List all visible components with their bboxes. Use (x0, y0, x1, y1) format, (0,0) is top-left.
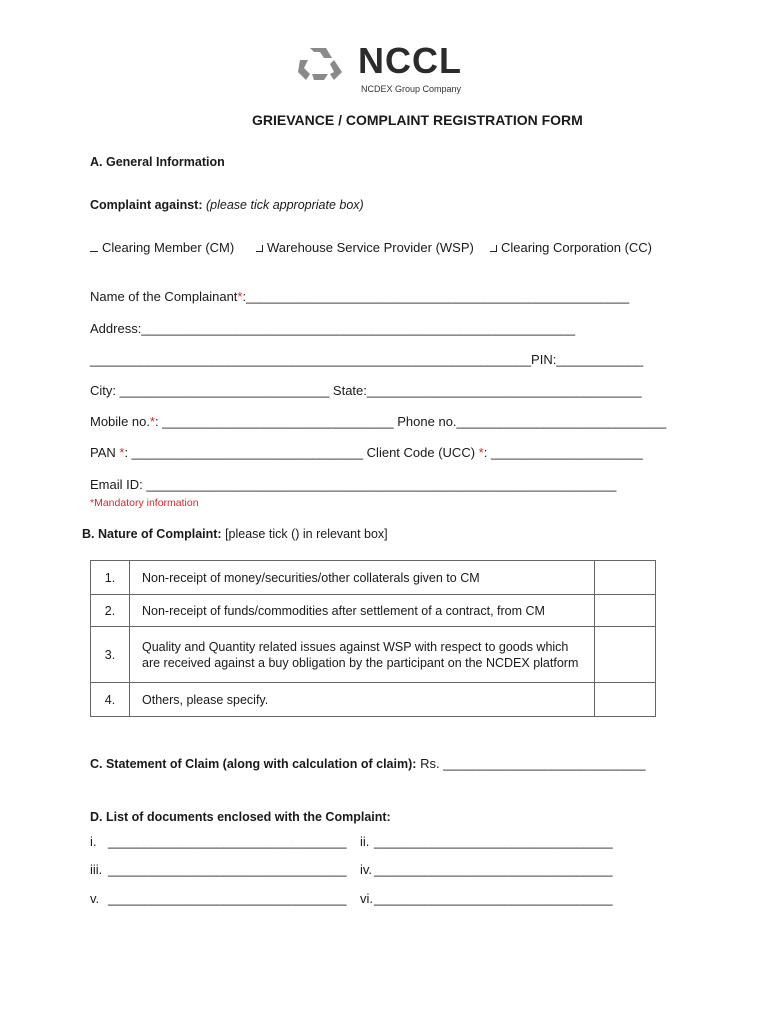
client-code-line[interactable]: : _____________________ (483, 445, 643, 460)
city-state-row[interactable] (90, 383, 642, 398)
row-number: 2. (91, 595, 130, 627)
item-label: iv. (360, 862, 373, 877)
item-label: i. (90, 834, 97, 849)
tick-box[interactable] (595, 683, 656, 717)
mandatory-asterisk: * (237, 289, 243, 304)
checkbox-icon[interactable] (490, 245, 497, 252)
pin-line[interactable]: ____________ (556, 352, 644, 367)
complaint-against-row (90, 198, 364, 212)
section-b-heading-row (82, 527, 388, 541)
table-row (91, 683, 656, 717)
checkbox-icon[interactable] (90, 245, 98, 252)
claim-amount-line[interactable]: ____________________________ (443, 756, 646, 771)
mandatory-asterisk: * (149, 414, 156, 429)
table-row (91, 595, 656, 627)
recycle-arrows-logo-icon (296, 44, 344, 82)
mobile-label: Mobile no. (90, 414, 150, 429)
item-label: vi. (360, 891, 373, 906)
state-label: State: (332, 383, 367, 398)
section-b-hint: [please tick () in relevant box] (225, 527, 388, 541)
option-wsp[interactable] (256, 240, 474, 255)
mandatory-asterisk: * (119, 445, 125, 460)
phone-line[interactable]: _____________________________ (456, 414, 667, 429)
pan-ucc-row[interactable] (90, 445, 643, 460)
table-row (91, 561, 656, 595)
option-clearing-member[interactable] (90, 240, 234, 255)
item-label: iii. (90, 862, 103, 877)
form-title: GRIEVANCE / COMPLAINT REGISTRATION FORM (252, 112, 583, 128)
item-line[interactable]: _________________________________ (374, 834, 613, 849)
logo-tagline: NCDEX Group Company (361, 84, 462, 94)
item-line[interactable]: _________________________________ (374, 862, 613, 877)
nature-of-complaint-table (90, 560, 656, 717)
name-line[interactable]: :_____________________________________________________ (242, 289, 630, 304)
address-line-2[interactable]: _____________________________________________________________ (90, 352, 532, 367)
pin-label: PIN: (531, 352, 557, 367)
client-code-label: Client Code (UCC) (366, 445, 479, 460)
tick-box[interactable] (595, 561, 656, 595)
document-item-ii[interactable] (360, 834, 613, 849)
document-item-iii[interactable] (90, 862, 347, 877)
row-description: Non-receipt of funds/commodities after settlement of a contract, from CM (130, 595, 595, 627)
row-number: 3. (91, 627, 130, 683)
item-line[interactable]: _________________________________ (108, 891, 347, 906)
row-description: Quality and Quantity related issues against WSP with respect to goods which are received against a buy obligation by the participant on the NCDEX platform (130, 627, 595, 683)
document-item-iv[interactable] (360, 862, 613, 877)
mandatory-note-text: Mandatory information (94, 497, 199, 509)
table-row (91, 627, 656, 683)
mandatory-asterisk: * (478, 445, 484, 460)
complainant-name-field[interactable] (90, 289, 629, 304)
item-line[interactable]: _________________________________ (108, 862, 347, 877)
email-label: Email ID: (90, 477, 147, 492)
section-c-heading: C. Statement of Claim (along with calculation of claim): (90, 757, 417, 771)
city-line[interactable]: _____________________________ (119, 383, 330, 398)
address-pin-row[interactable] (90, 352, 643, 367)
mobile-line[interactable]: : ________________________________ (155, 414, 394, 429)
mobile-phone-row[interactable] (90, 414, 666, 429)
state-line[interactable]: ______________________________________ (366, 383, 642, 398)
city-label: City: (90, 383, 120, 398)
option-label: Clearing Member (CM) (102, 240, 235, 255)
checkbox-icon[interactable] (256, 245, 263, 252)
phone-label: Phone no. (397, 414, 457, 429)
tick-box[interactable] (595, 627, 656, 683)
logo-name: NCCL (358, 40, 462, 81)
option-label: Warehouse Service Provider (WSP) (267, 240, 474, 255)
section-c-row[interactable] (90, 756, 646, 771)
item-label: v. (90, 891, 100, 906)
row-description: Non-receipt of money/securities/other collaterals given to CM (130, 561, 595, 595)
section-b-heading: B. Nature of Complaint: (82, 527, 222, 541)
document-item-vi[interactable] (360, 891, 613, 906)
option-clearing-corporation[interactable] (490, 240, 652, 255)
address-label: Address: (90, 321, 142, 336)
row-number: 4. (91, 683, 130, 717)
complaint-against-hint: (please tick appropriate box) (206, 198, 364, 212)
tick-box[interactable] (595, 595, 656, 627)
address-field[interactable] (90, 321, 575, 336)
section-a-heading: A. General Information (90, 155, 225, 169)
mandatory-asterisk: * (90, 497, 95, 509)
document-item-v[interactable] (90, 891, 347, 906)
complaint-against-label: Complaint against: (90, 198, 203, 212)
pan-label: PAN (90, 445, 120, 460)
email-field[interactable] (90, 477, 616, 492)
document-item-i[interactable] (90, 834, 347, 849)
row-description: Others, please specify. (130, 683, 595, 717)
item-line[interactable]: _________________________________ (108, 834, 347, 849)
option-label: Clearing Corporation (CC) (501, 240, 652, 255)
item-line[interactable]: _________________________________ (374, 891, 613, 906)
section-d-heading: D. List of documents enclosed with the Complaint: (90, 810, 391, 824)
rs-label: Rs. (420, 756, 440, 771)
name-label: Name of the Complainant (90, 289, 238, 304)
mandatory-note (90, 497, 199, 509)
item-label: ii. (360, 834, 370, 849)
address-line-1[interactable]: ____________________________________________________________ (141, 321, 576, 336)
pan-line[interactable]: : ________________________________ (124, 445, 364, 460)
row-number: 1. (91, 561, 130, 595)
email-line[interactable]: _________________________________________________________________ (146, 477, 617, 492)
